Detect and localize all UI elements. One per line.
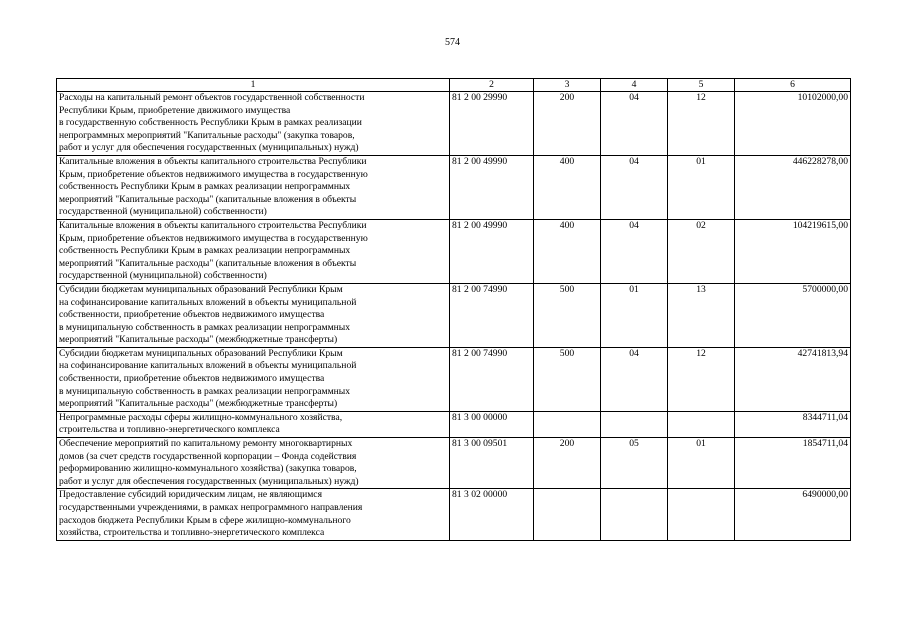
row-section bbox=[601, 489, 668, 540]
row-expense-type: 200 bbox=[534, 92, 601, 156]
table-row bbox=[57, 283, 851, 347]
column-header: 4 bbox=[601, 79, 668, 92]
row-section: 04 bbox=[601, 219, 668, 283]
column-header: 1 bbox=[57, 79, 450, 92]
row-subsection: 02 bbox=[668, 219, 735, 283]
row-amount: 104219615,00 bbox=[735, 219, 851, 283]
row-section: 05 bbox=[601, 438, 668, 489]
row-expense-type: 400 bbox=[534, 219, 601, 283]
row-target-code: 81 3 00 09501 bbox=[450, 438, 534, 489]
row-section: 04 bbox=[601, 92, 668, 156]
row-amount: 5700000,00 bbox=[735, 283, 851, 347]
row-expense-type bbox=[534, 489, 601, 540]
row-amount: 1854711,04 bbox=[735, 438, 851, 489]
row-target-code: 81 2 00 49990 bbox=[450, 219, 534, 283]
row-amount: 42741813,94 bbox=[735, 347, 851, 411]
row-description: Капитальные вложения в объекты капитального строительства Республики Крым, приобретение объектов недвижимого имущества в государственную собственность Республики Крым в рамках реализации непрограммных мероприятий "Капитальные расходы" (капитальные вложения в объекты государственной (муниципальной) собственности) bbox=[57, 155, 450, 219]
table-row bbox=[57, 219, 851, 283]
row-section: 01 bbox=[601, 283, 668, 347]
row-subsection: 12 bbox=[668, 347, 735, 411]
row-amount: 8344711,04 bbox=[735, 411, 851, 437]
table-row bbox=[57, 347, 851, 411]
row-subsection bbox=[668, 411, 735, 437]
row-subsection: 13 bbox=[668, 283, 735, 347]
row-target-code: 81 2 00 74990 bbox=[450, 283, 534, 347]
row-subsection bbox=[668, 489, 735, 540]
row-expense-type bbox=[534, 411, 601, 437]
row-section: 04 bbox=[601, 155, 668, 219]
row-section: 04 bbox=[601, 347, 668, 411]
row-expense-type: 500 bbox=[534, 347, 601, 411]
table-row bbox=[57, 489, 851, 540]
row-amount: 446228278,00 bbox=[735, 155, 851, 219]
row-description: Субсидии бюджетам муниципальных образований Республики Крым на софинансирование капитальных вложений в объекты муниципальной собственности, приобретение объектов недвижимого имущества в муниципальную собственность в рамках реализации непрограммных мероприятий "Капитальные расходы" (межбюджетные трансферты) bbox=[57, 347, 450, 411]
row-description: Обеспечение мероприятий по капитальному ремонту многоквартирных домов (за счет средств государственной корпорации – Фонда содействия реформированию жилищно-коммунального хозяйства) (закупка товаров, работ и услуг для обеспечения государственных (муниципальных) нужд) bbox=[57, 438, 450, 489]
row-target-code: 81 3 02 00000 bbox=[450, 489, 534, 540]
row-description: Капитальные вложения в объекты капитального строительства Республики Крым, приобретение объектов недвижимого имущества в государственную собственность Республики Крым в рамках реализации непрограммных мероприятий "Капитальные расходы" (капитальные вложения в объекты государственной (муниципальной) собственности) bbox=[57, 219, 450, 283]
table-row bbox=[57, 411, 851, 437]
row-expense-type: 500 bbox=[534, 283, 601, 347]
budget-table bbox=[56, 78, 851, 541]
column-header: 2 bbox=[450, 79, 534, 92]
column-header: 3 bbox=[534, 79, 601, 92]
column-header: 5 bbox=[668, 79, 735, 92]
row-subsection: 01 bbox=[668, 155, 735, 219]
header-row bbox=[57, 79, 851, 92]
row-description: Расходы на капитальный ремонт объектов государственной собственности Республики Крым, приобретение движимого имущества в государственную собственность Республики Крым в рамках реализации непрограммных мероприятий "Капитальные расходы" (закупка товаров, работ и услуг для обеспечения государственных (муниципальных) нужд) bbox=[57, 92, 450, 156]
row-expense-type: 200 bbox=[534, 438, 601, 489]
table-row bbox=[57, 438, 851, 489]
row-target-code: 81 2 00 29990 bbox=[450, 92, 534, 156]
table-row bbox=[57, 155, 851, 219]
row-description: Предоставление субсидий юридическим лицам, не являющимся государственными учреждениями, в рамках непрограммного направления расходов бюджета Республики Крым в сфере жилищно-коммунального хозяйства, строительства и топливно-энергетического комплекса bbox=[57, 489, 450, 540]
row-description: Субсидии бюджетам муниципальных образований Республики Крым на софинансирование капитальных вложений в объекты муниципальной собственности, приобретение объектов недвижимого имущества в муниципальную собственность в рамках реализации непрограммных мероприятий "Капитальные расходы" (межбюджетные трансферты) bbox=[57, 283, 450, 347]
table-row bbox=[57, 92, 851, 156]
row-subsection: 01 bbox=[668, 438, 735, 489]
row-amount: 6490000,00 bbox=[735, 489, 851, 540]
page-number: 574 bbox=[445, 37, 460, 48]
row-description: Непрограммные расходы сферы жилищно-коммунального хозяйства, строительства и топливно-энергетического комплекса bbox=[57, 411, 450, 437]
row-target-code: 81 3 00 00000 bbox=[450, 411, 534, 437]
row-subsection: 12 bbox=[668, 92, 735, 156]
column-header: 6 bbox=[735, 79, 851, 92]
row-target-code: 81 2 00 49990 bbox=[450, 155, 534, 219]
row-section bbox=[601, 411, 668, 437]
row-target-code: 81 2 00 74990 bbox=[450, 347, 534, 411]
row-amount: 10102000,00 bbox=[735, 92, 851, 156]
row-expense-type: 400 bbox=[534, 155, 601, 219]
